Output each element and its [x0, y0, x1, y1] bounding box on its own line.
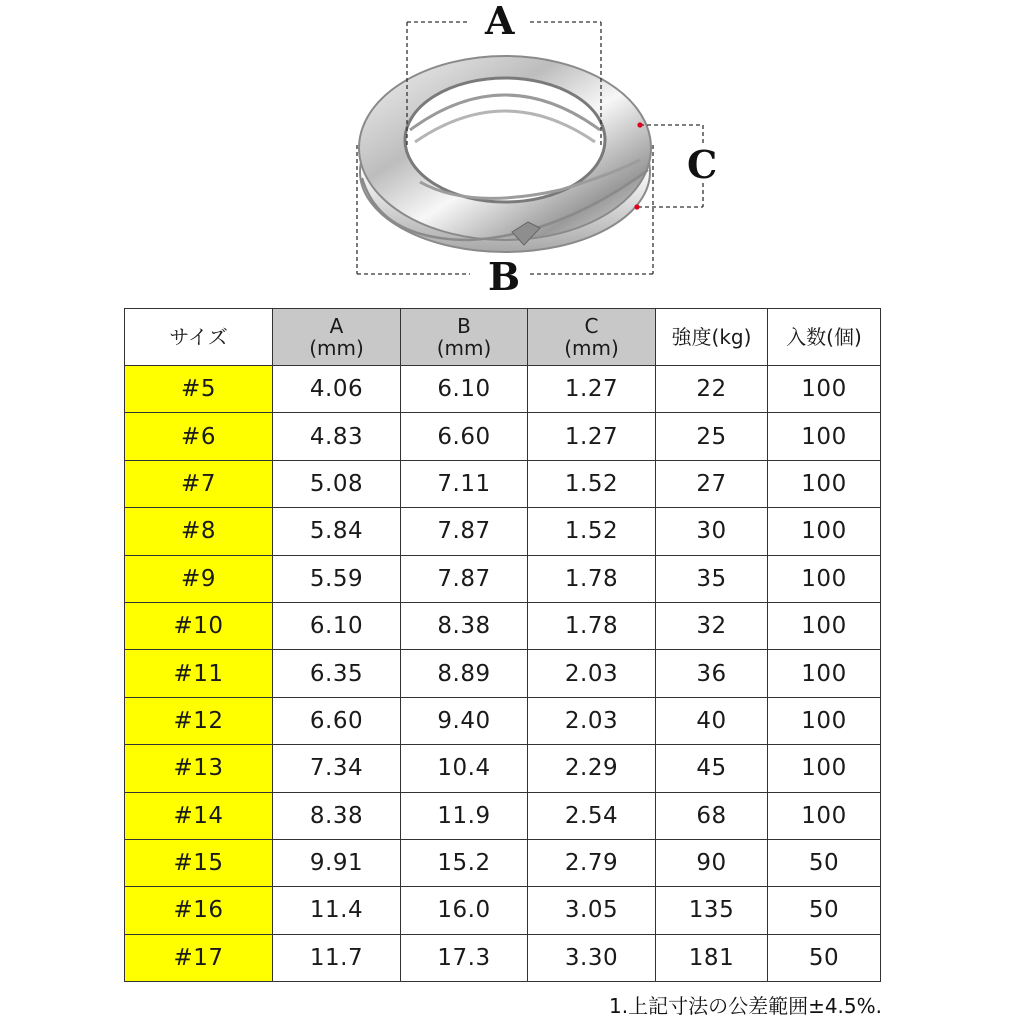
- table-row: [125, 839, 881, 886]
- dimension-a-label: A: [485, 0, 515, 43]
- table-header-row: [125, 309, 881, 366]
- cell-quantity: 100: [768, 366, 881, 413]
- cell-c: 2.29: [528, 745, 656, 792]
- cell-b: 7.11: [401, 460, 528, 507]
- tolerance-note: 1.上記寸法の公差範囲±4.5%.: [608, 994, 882, 1018]
- header-c: C (mm): [528, 309, 656, 366]
- cell-a: 4.83: [273, 413, 401, 460]
- cell-strength: 181: [656, 934, 768, 981]
- cell-b: 10.4: [401, 745, 528, 792]
- cell-b: 11.9: [401, 792, 528, 839]
- cell-a: 4.06: [273, 366, 401, 413]
- header-a: A (mm): [273, 309, 401, 366]
- cell-c: 1.52: [528, 460, 656, 507]
- cell-size: #14: [125, 792, 273, 839]
- cell-strength: 25: [656, 413, 768, 460]
- cell-strength: 35: [656, 555, 768, 602]
- table-row: [125, 366, 881, 413]
- cell-a: 6.60: [273, 697, 401, 744]
- cell-strength: 36: [656, 650, 768, 697]
- dimension-b-label: B: [488, 254, 521, 299]
- header-strength: 強度(kg): [656, 309, 768, 366]
- cell-quantity: 100: [768, 602, 881, 649]
- cell-size: #13: [125, 745, 273, 792]
- c-bottom-marker: [634, 204, 639, 209]
- cell-quantity: 100: [768, 792, 881, 839]
- cell-quantity: 50: [768, 887, 881, 934]
- cell-size: #17: [125, 934, 273, 981]
- cell-strength: 135: [656, 887, 768, 934]
- cell-b: 6.60: [401, 413, 528, 460]
- size-spec-table: [124, 308, 881, 982]
- cell-a: 5.84: [273, 508, 401, 555]
- table-row: [125, 508, 881, 555]
- cell-c: 2.03: [528, 650, 656, 697]
- cell-b: 8.38: [401, 602, 528, 649]
- table-row: [125, 697, 881, 744]
- cell-quantity: 100: [768, 508, 881, 555]
- cell-a: 9.91: [273, 839, 401, 886]
- cell-c: 2.79: [528, 839, 656, 886]
- cell-size: #11: [125, 650, 273, 697]
- cell-quantity: 50: [768, 934, 881, 981]
- cell-strength: 32: [656, 602, 768, 649]
- header-b: B (mm): [401, 309, 528, 366]
- header-size: サイズ: [125, 309, 273, 366]
- cell-b: 7.87: [401, 555, 528, 602]
- cell-strength: 68: [656, 792, 768, 839]
- cell-quantity: 100: [768, 697, 881, 744]
- cell-a: 11.7: [273, 934, 401, 981]
- header-quantity: 入数(個): [768, 309, 881, 366]
- split-ring-diagram: [0, 0, 1024, 300]
- cell-quantity: 100: [768, 413, 881, 460]
- table-row: [125, 792, 881, 839]
- cell-size: #9: [125, 555, 273, 602]
- cell-size: #5: [125, 366, 273, 413]
- cell-strength: 40: [656, 697, 768, 744]
- cell-size: #7: [125, 460, 273, 507]
- cell-c: 1.78: [528, 555, 656, 602]
- cell-strength: 45: [656, 745, 768, 792]
- cell-quantity: 100: [768, 745, 881, 792]
- cell-quantity: 100: [768, 460, 881, 507]
- table-row: [125, 555, 881, 602]
- c-top-marker: [637, 122, 642, 127]
- table-row: [125, 602, 881, 649]
- cell-quantity: 100: [768, 650, 881, 697]
- cell-a: 11.4: [273, 887, 401, 934]
- cell-a: 6.10: [273, 602, 401, 649]
- cell-c: 1.27: [528, 413, 656, 460]
- cell-c: 1.52: [528, 508, 656, 555]
- cell-a: 5.08: [273, 460, 401, 507]
- cell-strength: 27: [656, 460, 768, 507]
- cell-c: 3.05: [528, 887, 656, 934]
- table-row: [125, 460, 881, 507]
- cell-b: 15.2: [401, 839, 528, 886]
- cell-size: #15: [125, 839, 273, 886]
- table-row: [125, 745, 881, 792]
- cell-size: #6: [125, 413, 273, 460]
- cell-size: #10: [125, 602, 273, 649]
- cell-quantity: 50: [768, 839, 881, 886]
- cell-a: 5.59: [273, 555, 401, 602]
- cell-b: 16.0: [401, 887, 528, 934]
- table-row: [125, 650, 881, 697]
- table-row: [125, 413, 881, 460]
- cell-c: 1.27: [528, 366, 656, 413]
- cell-b: 6.10: [401, 366, 528, 413]
- cell-size: #12: [125, 697, 273, 744]
- cell-quantity: 100: [768, 555, 881, 602]
- cell-size: #8: [125, 508, 273, 555]
- cell-c: 2.03: [528, 697, 656, 744]
- table-row: [125, 934, 881, 981]
- cell-c: 1.78: [528, 602, 656, 649]
- cell-a: 7.34: [273, 745, 401, 792]
- cell-strength: 30: [656, 508, 768, 555]
- cell-b: 9.40: [401, 697, 528, 744]
- cell-size: #16: [125, 887, 273, 934]
- dimension-c-label: C: [687, 142, 718, 187]
- cell-a: 8.38: [273, 792, 401, 839]
- cell-b: 8.89: [401, 650, 528, 697]
- cell-c: 3.30: [528, 934, 656, 981]
- cell-b: 17.3: [401, 934, 528, 981]
- cell-strength: 22: [656, 366, 768, 413]
- cell-a: 6.35: [273, 650, 401, 697]
- table-row: [125, 887, 881, 934]
- cell-b: 7.87: [401, 508, 528, 555]
- cell-strength: 90: [656, 839, 768, 886]
- cell-c: 2.54: [528, 792, 656, 839]
